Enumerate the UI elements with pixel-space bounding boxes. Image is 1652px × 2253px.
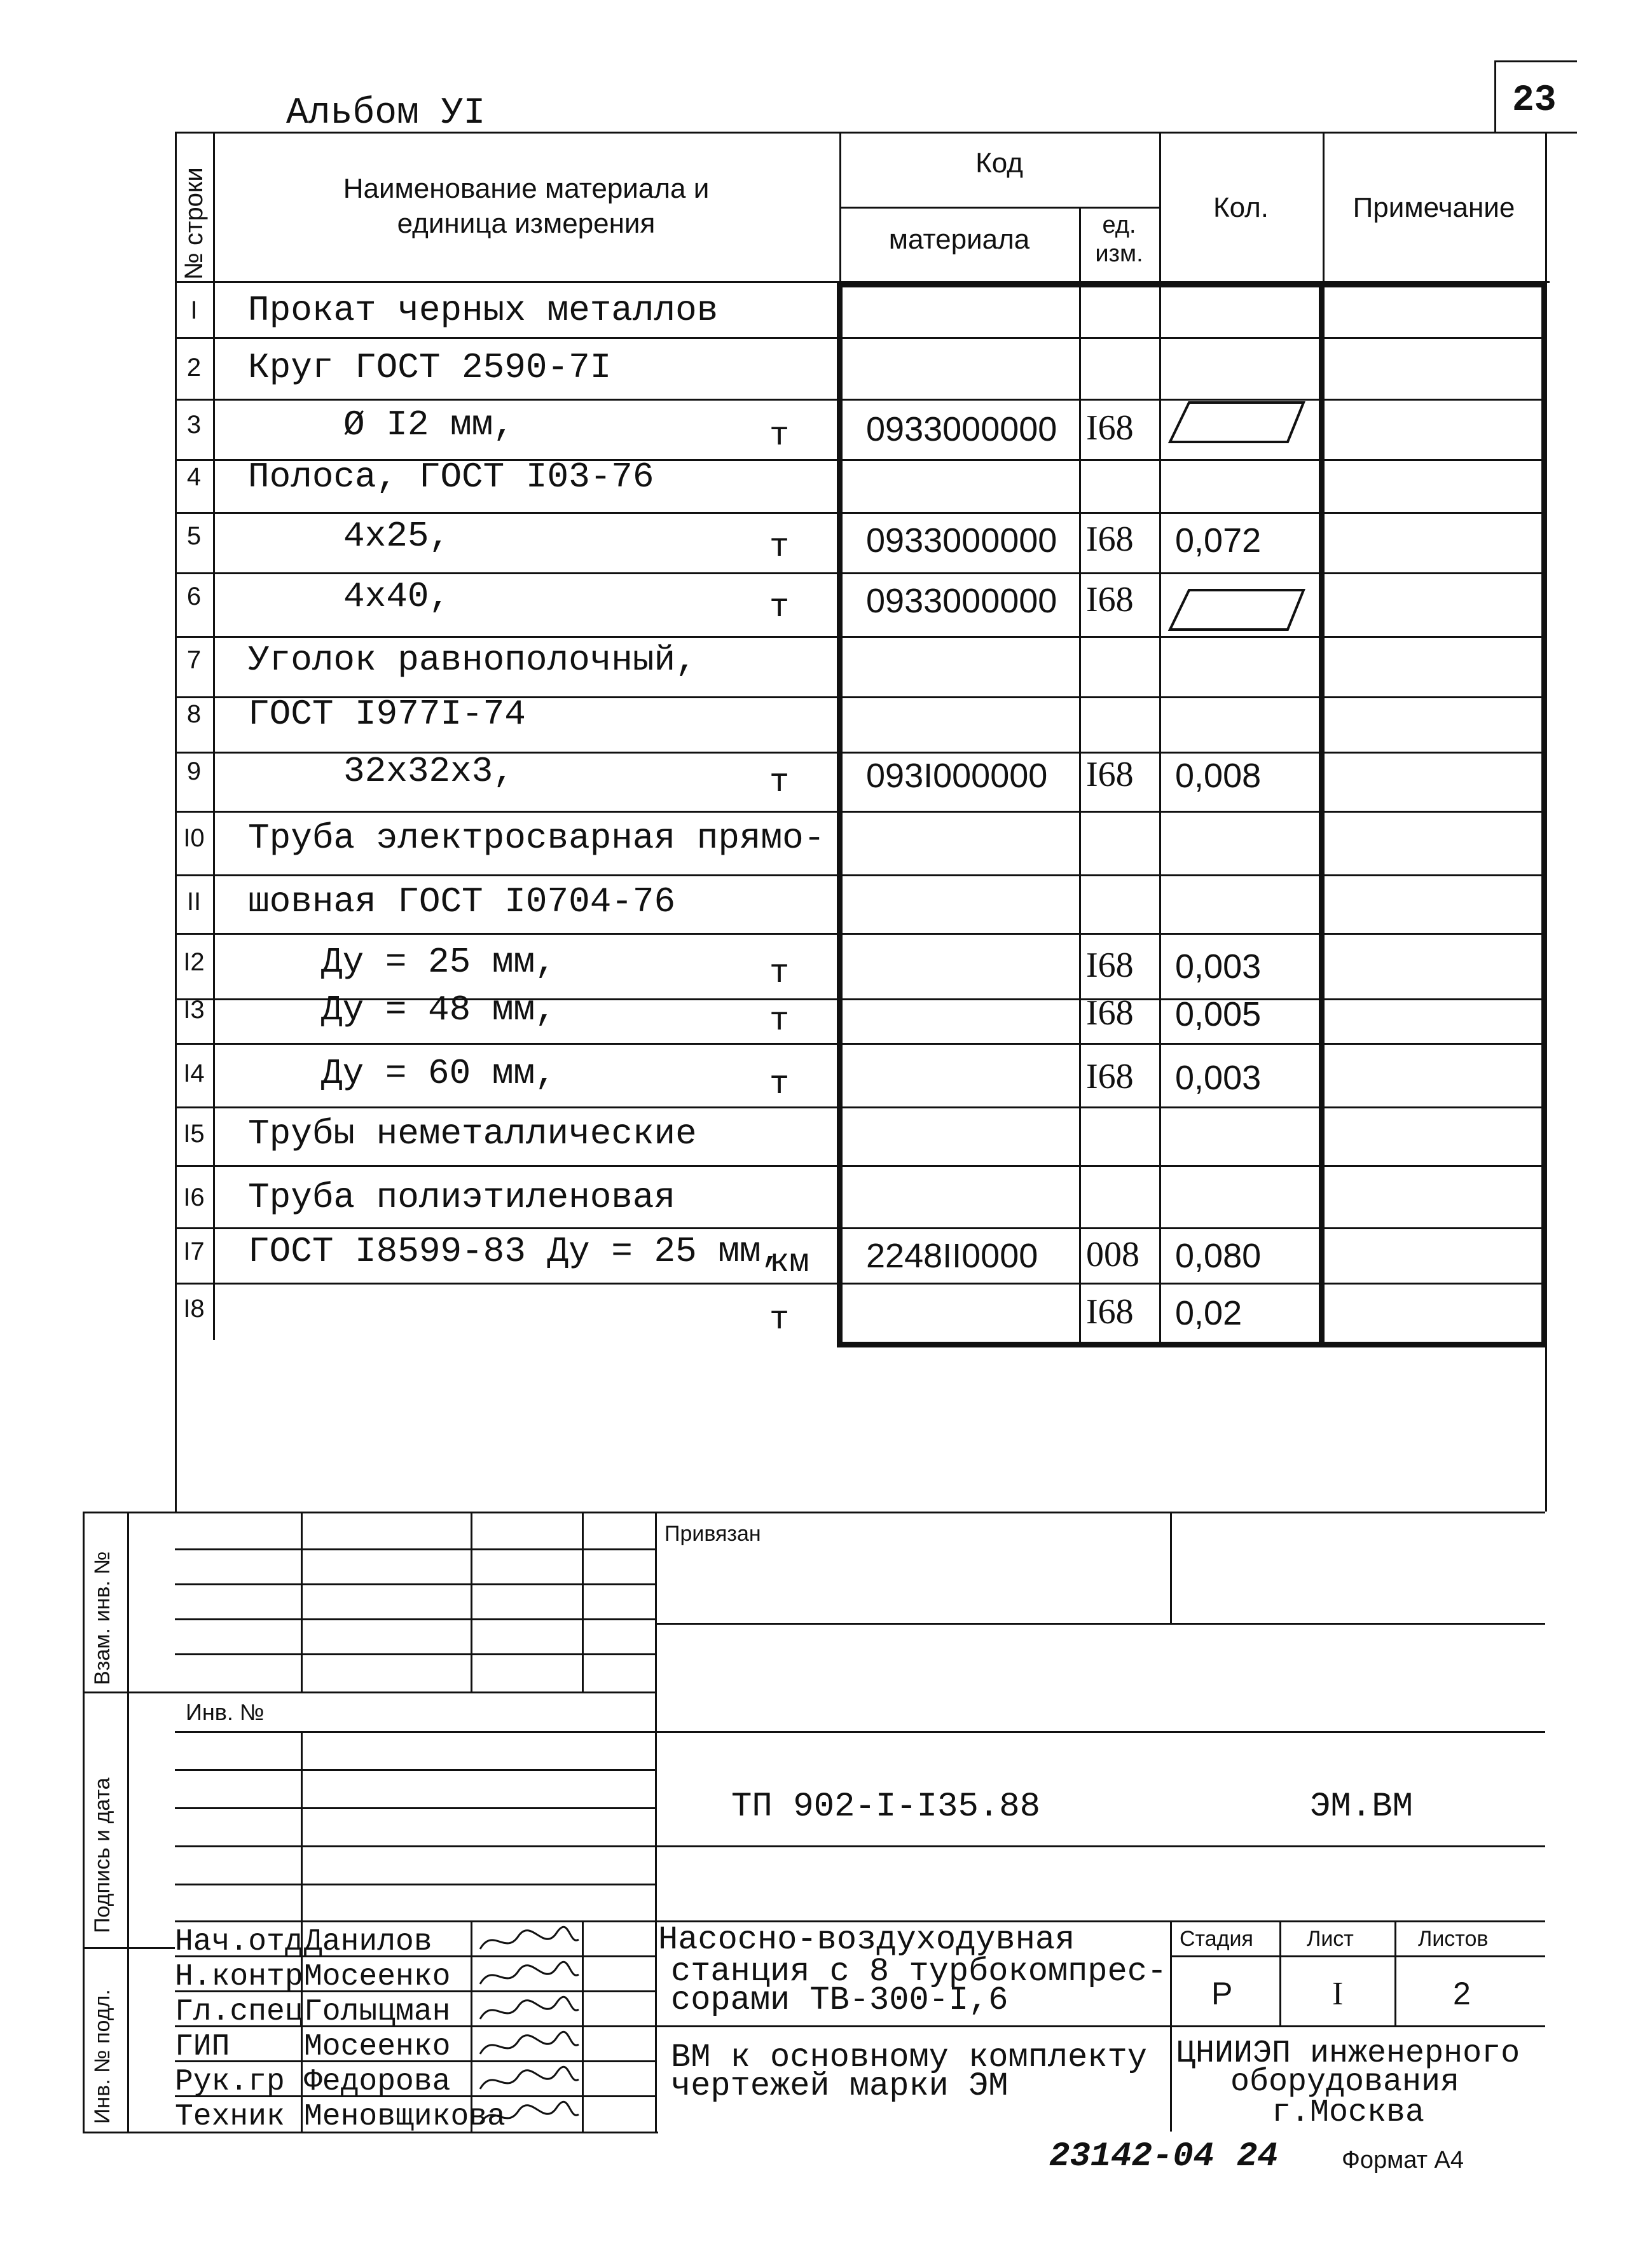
row-number: 8 [186, 700, 202, 728]
unit-code: I68 [1086, 1292, 1134, 1332]
row-number: I6 [183, 1183, 205, 1211]
material-name: Полоса, ГОСТ I03-76 [248, 457, 654, 497]
quantity: 0,008 [1175, 757, 1262, 795]
signature-mark [474, 2064, 582, 2098]
album-label: Альбом УI [286, 93, 486, 134]
material-name: Труба электросварная прямо- [248, 818, 825, 858]
name-header-line2: единица измерения [397, 208, 656, 239]
signer-role: Н.контр [175, 1960, 303, 1994]
row-number: I3 [183, 996, 205, 1024]
privyazan-label: Привязан [664, 1522, 761, 1546]
row-divider [175, 399, 1545, 401]
unit-header-line1: ед. [1102, 212, 1136, 238]
row-number: 3 [186, 411, 202, 439]
signature-mark [474, 1994, 582, 2029]
signature-mark [474, 2029, 582, 2064]
inv-no-label: Инв. № [186, 1699, 265, 1725]
qty-header: Кол. [1213, 192, 1269, 223]
row-divider [175, 1043, 1545, 1045]
quantity: 0,005 [1175, 995, 1262, 1033]
row-divider [175, 933, 1545, 935]
row-number-header: № строки [180, 167, 208, 280]
row-divider [175, 1227, 1545, 1229]
material-code: 0933000000 [866, 582, 1057, 620]
material-name: Ду = 25 мм, [321, 942, 556, 982]
document-code: ТП 902-I-I35.88 [731, 1788, 1041, 1826]
org-line3: г.Москва [1272, 2095, 1425, 2131]
material-name: ГОСТ I8599-83 Ду = 25 мм, [248, 1231, 783, 1272]
title-line1: Насосно-воздуходувная [658, 1921, 1075, 1959]
row-divider [175, 1283, 1545, 1285]
unit-code: I68 [1086, 1057, 1134, 1096]
document-mark: ЭМ.ВМ [1310, 1788, 1414, 1826]
code-header: Код [975, 148, 1023, 179]
row-divider [175, 1165, 1545, 1167]
material-unit: т [769, 1066, 790, 1103]
side-label-podpis: Подпись и дата [90, 1777, 114, 1933]
unit-header-line2: изм. [1095, 240, 1143, 267]
material-name: Ø I2 мм, [343, 404, 514, 445]
quantity: 0,003 [1175, 1059, 1262, 1097]
material-name: Трубы неметаллические [248, 1113, 697, 1154]
sheets-value: 2 [1453, 1976, 1471, 2011]
row-number: I0 [183, 824, 205, 852]
row-number: 7 [186, 646, 202, 674]
material-code: 093I000000 [866, 757, 1048, 795]
sheet-value: I [1332, 1976, 1344, 2012]
row-divider [175, 337, 1545, 339]
material-name: 4x25, [343, 516, 451, 556]
material-unit: т [769, 1002, 790, 1040]
unit-code: I68 [1086, 580, 1134, 619]
signer-role: Рук.гр [175, 2065, 285, 2099]
row-divider [175, 512, 1545, 514]
signer-name: Мосеенко [304, 1960, 451, 1994]
quantity: 0,003 [1175, 947, 1262, 986]
title-line2: станция с 8 турбокомпрес- [671, 1953, 1167, 1990]
format-label: Формат А4 [1342, 2147, 1464, 2174]
sheet-label: Лист [1307, 1927, 1354, 1951]
subtitle-line1: ВМ к основному комплекту [671, 2039, 1147, 2076]
subtitle-line2: чертежей марки ЭМ [671, 2067, 1008, 2105]
material-name: Круг ГОСТ 2590-7I [248, 347, 612, 388]
material-name: 32x32x3, [343, 751, 514, 792]
material-name: Уголок равнополочный, [248, 640, 697, 680]
signer-role: ГИП [175, 2030, 230, 2064]
empty-value-mark [1167, 585, 1313, 636]
material-name: Труба полиэтиленовая [248, 1177, 676, 1218]
material-name: Ду = 48 мм, [321, 989, 556, 1030]
stage-value: Р [1211, 1976, 1233, 2011]
org-line2: оборудования [1230, 2064, 1460, 2100]
unit-code: I68 [1086, 755, 1134, 794]
signer-role: Техник [175, 2100, 285, 2134]
quantity: 0,02 [1175, 1294, 1242, 1332]
signature-mark [474, 2098, 582, 2133]
row-number: I5 [183, 1120, 205, 1148]
signature-mark [474, 1924, 582, 1959]
signer-name: Голыцман [304, 1995, 451, 2029]
signer-name: Меновщикова [304, 2100, 506, 2134]
row-number: 4 [186, 463, 202, 491]
signature-mark [474, 1959, 582, 1994]
quantity: 0,080 [1175, 1237, 1262, 1275]
row-divider [175, 1106, 1545, 1108]
note-header: Примечание [1353, 192, 1515, 223]
stage-label: Стадия [1180, 1927, 1253, 1951]
sheets-label: Листов [1418, 1927, 1489, 1951]
material-unit: т [769, 528, 790, 566]
material-name: ГОСТ I977I-74 [248, 694, 526, 734]
name-header-line1: Наименование материала и [343, 173, 710, 204]
material-unit: км [769, 1244, 809, 1281]
page-number: 23 [1512, 80, 1557, 121]
material-unit: т [769, 417, 790, 455]
material-code-header: материала [888, 224, 1030, 255]
unit-code: I68 [1086, 946, 1134, 985]
row-divider [175, 572, 1545, 574]
signer-name: Данилов [304, 1925, 432, 1959]
signer-name: Мосеенко [304, 2030, 451, 2064]
row-number: I [190, 296, 198, 324]
side-label-inv: Инв. № подл. [90, 1989, 114, 2124]
material-unit: т [769, 764, 790, 801]
row-number: 5 [186, 522, 202, 550]
material-code: 2248II0000 [866, 1237, 1038, 1275]
row-number: 9 [186, 757, 202, 785]
unit-code: 008 [1086, 1235, 1139, 1274]
row-number: I4 [183, 1059, 205, 1087]
empty-value-mark [1167, 397, 1313, 448]
unit-code: I68 [1086, 993, 1134, 1033]
row-number: 2 [186, 354, 202, 382]
material-name: 4x40, [343, 576, 451, 617]
material-unit: т [769, 1301, 790, 1339]
material-name: шовная ГОСТ I0704-76 [248, 881, 676, 922]
row-number: 6 [186, 582, 202, 610]
footer-code: 23142-04 [1049, 2137, 1215, 2176]
row-number: I2 [183, 948, 205, 976]
quantity: 0,072 [1175, 521, 1262, 560]
material-unit: т [769, 589, 790, 626]
material-code: 0933000000 [866, 410, 1057, 448]
unit-code: I68 [1086, 520, 1134, 559]
material-name: Ду = 60 мм, [321, 1053, 556, 1094]
title-line3: сорами ТВ-300-I,6 [671, 1981, 1008, 2019]
unit-code: I68 [1086, 408, 1134, 448]
signer-role: Гл.спец [175, 1995, 303, 2029]
row-divider [175, 811, 1545, 813]
row-divider [175, 874, 1545, 876]
signer-name: Федорова [304, 2065, 451, 2099]
signer-role: Нач.отд [175, 1925, 303, 1959]
side-label-vzam: Взам. инв. № [90, 1551, 114, 1685]
material-code: 0933000000 [866, 521, 1057, 560]
footer-number: 24 [1237, 2137, 1278, 2176]
row-number: I7 [183, 1237, 205, 1265]
row-number: II [186, 888, 202, 916]
row-divider [175, 636, 1545, 638]
org-line1: ЦНИИЭП инженерного [1176, 2036, 1520, 2072]
row-number: I8 [183, 1295, 205, 1323]
material-unit: т [769, 954, 790, 992]
material-name: Прокат черных металлов [248, 290, 719, 331]
